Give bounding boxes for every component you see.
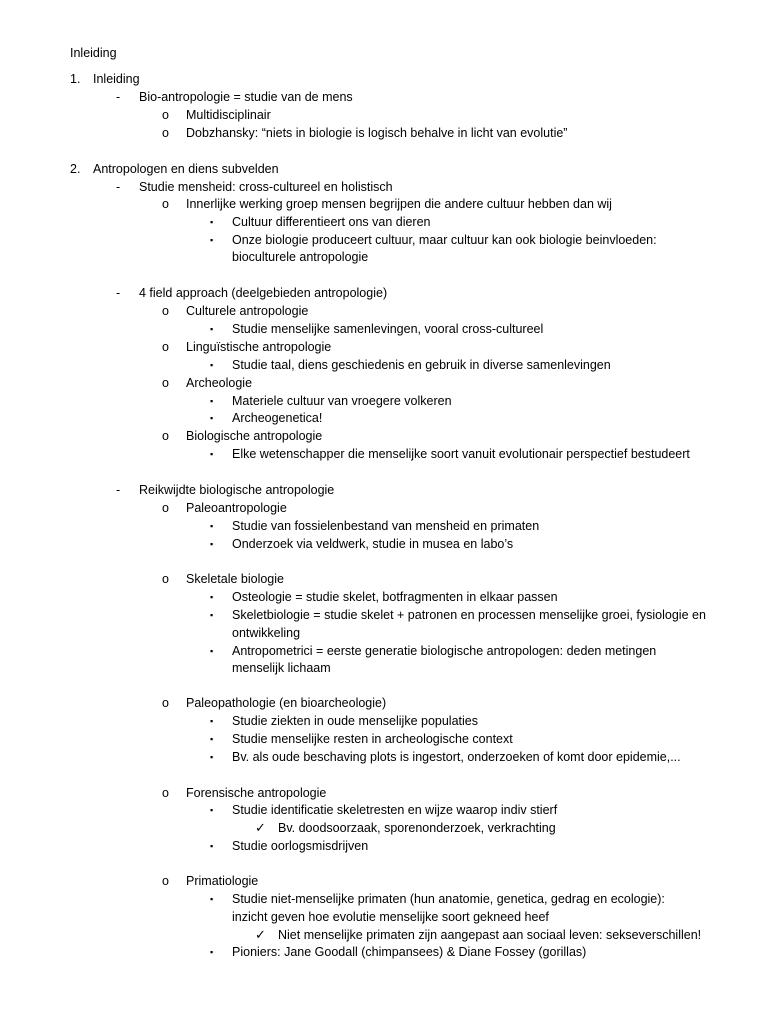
dash-bullet-icon: - bbox=[116, 286, 121, 300]
circle-bullet-icon: o bbox=[162, 429, 169, 443]
square-item-text: Materiele cultuur van vroegere volkeren bbox=[232, 394, 452, 408]
square-bullet-icon: ▪ bbox=[210, 841, 214, 851]
square-bullet-icon: ▪ bbox=[210, 449, 214, 459]
square-bullet-icon: ▪ bbox=[210, 413, 214, 423]
dash-item-text: Bio-antropologie = studie van de mens bbox=[139, 90, 353, 104]
dash-item-text: Reikwijdte biologische antropologie bbox=[139, 483, 335, 497]
square-item-text: Onze biologie produceert cultuur, maar cultuur kan ook biologie beinvloeden: bbox=[232, 233, 657, 247]
square-item-text: Studie ziekten in oude menselijke populaties bbox=[232, 714, 478, 728]
square-item-text: Archeogenetica! bbox=[232, 411, 323, 425]
circle-item-text: Forensische antropologie bbox=[186, 786, 327, 800]
list-number: 1. bbox=[70, 72, 81, 86]
document-title: Inleiding bbox=[70, 46, 117, 60]
circle-item-text: Innerlijke werking groep mensen begrijpen die andere cultuur hebben dan wij bbox=[186, 197, 612, 211]
circle-item-text: Culturele antropologie bbox=[186, 304, 309, 318]
square-item-text: Skeletbiologie = studie skelet + patronen en processen menselijke groei, fysiologie en bbox=[232, 608, 706, 622]
check-item-text: Bv. doodsoorzaak, sporenonderzoek, verkrachting bbox=[278, 821, 556, 835]
square-bullet-icon: ▪ bbox=[210, 646, 214, 656]
circle-bullet-icon: o bbox=[162, 874, 169, 888]
dash-bullet-icon: - bbox=[116, 180, 121, 194]
square-item-text: Studie menselijke samenlevingen, vooral cross-cultureel bbox=[232, 322, 544, 336]
square-item-text: Pioniers: Jane Goodall (chimpansees) & Diane Fossey (gorillas) bbox=[232, 945, 587, 959]
square-bullet-icon: ▪ bbox=[210, 360, 214, 370]
circle-bullet-icon: o bbox=[162, 108, 169, 122]
square-bullet-icon: ▪ bbox=[210, 396, 214, 406]
circle-bullet-icon: o bbox=[162, 304, 169, 318]
square-bullet-icon: ▪ bbox=[210, 324, 214, 334]
circle-item-text: Primatiologie bbox=[186, 874, 259, 888]
continuation-line-text: inzicht geven hoe evolutie menselijke soort gekneed heef bbox=[232, 910, 549, 924]
dash-item-text: 4 field approach (deelgebieden antropologie) bbox=[139, 286, 388, 300]
square-item-text: Studie identificatie skeletresten en wijze waarop indiv stierf bbox=[232, 803, 558, 817]
square-item-text: Elke wetenschapper die menselijke soort vanuit evolutionair perspectief bestudeert bbox=[232, 447, 690, 461]
circle-bullet-icon: o bbox=[162, 572, 169, 586]
square-item-text: Studie taal, diens geschiedenis en gebruik in diverse samenlevingen bbox=[232, 358, 611, 372]
circle-bullet-icon: o bbox=[162, 197, 169, 211]
checkmark-icon: ✓ bbox=[255, 820, 266, 835]
square-bullet-icon: ▪ bbox=[210, 716, 214, 726]
circle-item-text: Dobzhansky: “niets in biologie is logisch behalve in licht van evolutie” bbox=[186, 126, 568, 140]
dash-item-text: Studie mensheid: cross-cultureel en holistisch bbox=[139, 180, 393, 194]
square-bullet-icon: ▪ bbox=[210, 539, 214, 549]
square-item-text: Studie menselijke resten in archeologische context bbox=[232, 732, 513, 746]
square-bullet-icon: ▪ bbox=[210, 217, 214, 227]
circle-bullet-icon: o bbox=[162, 126, 169, 140]
square-item-text: Studie niet-menselijke primaten (hun anatomie, genetica, gedrag en ecologie): bbox=[232, 892, 665, 906]
square-item-text: Studie van fossielenbestand van mensheid en primaten bbox=[232, 519, 540, 533]
square-item-text: Studie oorlogsmisdrijven bbox=[232, 839, 369, 853]
circle-bullet-icon: o bbox=[162, 376, 169, 390]
square-item-text: Antropometrici = eerste generatie biologische antropologen: deden metingen bbox=[232, 644, 657, 658]
square-item-text: Onderzoek via veldwerk, studie in musea en labo’s bbox=[232, 537, 514, 551]
check-item-text: Niet menselijke primaten zijn aangepast aan sociaal leven: sekseverschillen! bbox=[278, 928, 702, 942]
circle-item-text: Skeletale biologie bbox=[186, 572, 284, 586]
square-item-text: Cultuur differentieert ons van dieren bbox=[232, 215, 431, 229]
dash-bullet-icon: - bbox=[116, 90, 121, 104]
continuation-line-text: menselijk lichaam bbox=[232, 661, 331, 675]
square-bullet-icon: ▪ bbox=[210, 752, 214, 762]
circle-item-text: Linguïstische antropologie bbox=[186, 340, 332, 354]
square-bullet-icon: ▪ bbox=[210, 521, 214, 531]
numbered-item-text: Inleiding bbox=[93, 72, 140, 86]
circle-bullet-icon: o bbox=[162, 501, 169, 515]
square-item-text: Bv. als oude beschaving plots is ingestort, onderzoeken of komt door epidemie,... bbox=[232, 750, 681, 764]
checkmark-icon: ✓ bbox=[255, 927, 266, 942]
dash-bullet-icon: - bbox=[116, 483, 121, 497]
square-bullet-icon: ▪ bbox=[210, 235, 214, 245]
square-bullet-icon: ▪ bbox=[210, 894, 214, 904]
circle-item-text: Biologische antropologie bbox=[186, 429, 323, 443]
circle-bullet-icon: o bbox=[162, 696, 169, 710]
square-bullet-icon: ▪ bbox=[210, 592, 214, 602]
square-bullet-icon: ▪ bbox=[210, 610, 214, 620]
continuation-line-text: bioculturele antropologie bbox=[232, 250, 369, 264]
circle-bullet-icon: o bbox=[162, 340, 169, 354]
circle-item-text: Archeologie bbox=[186, 376, 253, 390]
square-item-text: Osteologie = studie skelet, botfragmenten in elkaar passen bbox=[232, 590, 558, 604]
circle-item-text: Multidisciplinair bbox=[186, 108, 271, 122]
circle-item-text: Paleoantropologie bbox=[186, 501, 287, 515]
numbered-item-text: Antropologen en diens subvelden bbox=[93, 162, 279, 176]
list-number: 2. bbox=[70, 162, 81, 176]
continuation-line-text: ontwikkeling bbox=[232, 626, 301, 640]
square-bullet-icon: ▪ bbox=[210, 805, 214, 815]
circle-bullet-icon: o bbox=[162, 786, 169, 800]
square-bullet-icon: ▪ bbox=[210, 734, 214, 744]
circle-item-text: Paleopathologie (en bioarcheologie) bbox=[186, 696, 387, 710]
square-bullet-icon: ▪ bbox=[210, 947, 214, 957]
